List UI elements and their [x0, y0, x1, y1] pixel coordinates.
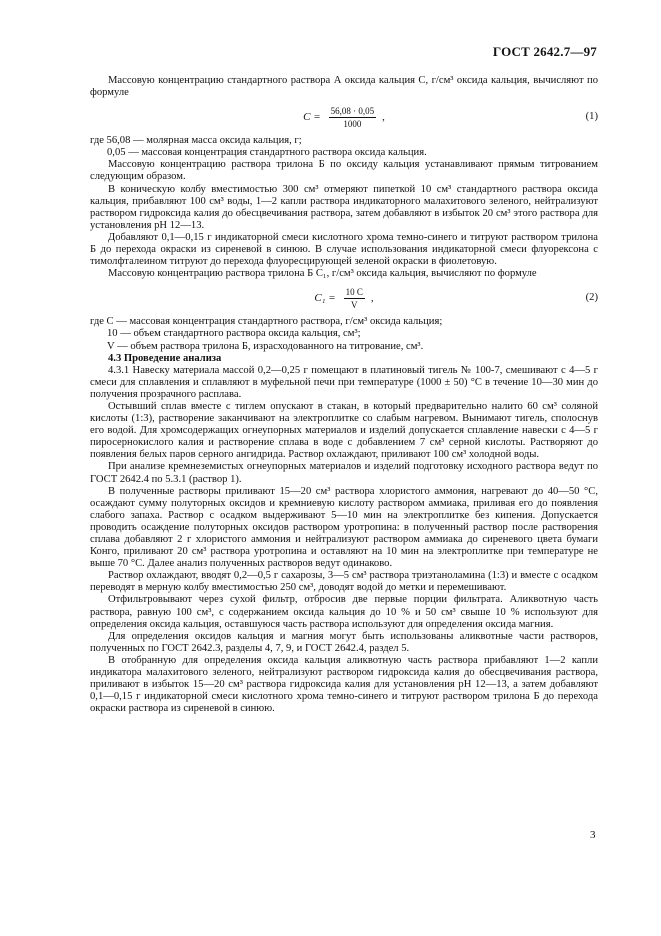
- formula-expression: [303, 106, 385, 129]
- definition-line: где C — массовая концентрация стандартного раствора, г/см³ оксида кальция;: [90, 316, 443, 328]
- formula-fraction: [344, 287, 365, 310]
- formula-lhs: C₁ =: [314, 292, 336, 305]
- page-number: 3: [590, 829, 596, 841]
- paragraph: Массовую концентрацию раствора трилона Б по оксиду кальция устанавливают прямым титрованием следующим образом.: [90, 159, 598, 183]
- formula-number: (1): [585, 111, 598, 123]
- paragraph: Раствор охлаждают, вводят 0,2—0,5 г сахарозы, 3—5 см³ раствора триэтаноламина (1:3) и вместе с осадком переводят в мерную колбу вместимостью 250 см³, доводят водой до метки и перемешивают.: [90, 570, 598, 594]
- section-heading: 4.3 Проведение анализа: [108, 352, 222, 364]
- standard-header: ГОСТ 2642.7—97: [492, 44, 597, 59]
- formula-lhs: C =: [303, 111, 321, 124]
- paragraph: При анализе кремнеземистых огнеупорных материалов и изделий подготовку исходного раствора ведут по ГОСТ 2642.4 по 5.3.1 (раствор 1).: [90, 461, 598, 485]
- paragraph: Для определения оксидов кальция и магния могут быть использованы аликвотные части растворов, полученных по ГОСТ 2642.3, разделы 4, 7, 9, и ГОСТ 2642.4, раздел 5.: [90, 630, 598, 654]
- definition-line: где 56,08 — молярная масса оксида кальция, г;: [90, 135, 302, 147]
- definition-line: 0,05 — массовая концентрация стандартного раствора оксида кальция.: [107, 147, 427, 159]
- paragraph: Остывший сплав вместе с тиглем опускают в стакан, в который предварительно налито 60 см³ соляной кислоты (1:3), растворение заканчивают на электроплитке со слабым нагревом. Вынимают тигель, сполоснув его водой. Для хромсодержащих огнеупорных материалов и изделий допускается сплавление навески с 4—5 г пиросернокислого калия и растворение сплава в воде с добавлением 7 см³ серной кислоты. Растворяют до появления белых паров серного ангидрида. Раствор охлаждают, приливают 100 см³ холодной воды.: [90, 400, 598, 461]
- formula-number: (2): [585, 292, 598, 304]
- formula-numerator: 10 C: [345, 286, 363, 297]
- formula-fraction: [329, 106, 377, 129]
- paragraph: Добавляют 0,1—0,15 г индикаторной смеси кислотного хрома темно-синего и титруют раствором трилона Б до перехода окраски из сиреневой в синюю. В случае использования индикаторной смеси флуорексона с тимолфталеином титруют до перехода флуоресцирующей зеленой окраски в фиолетовую.: [90, 231, 598, 268]
- paragraph: 4.3.1 Навеску материала массой 0,2—0,25 г помещают в платиновый тигель № 100-7, смешивают с 4—5 г смеси для сплавления и сплавляют в муфельной печи при температуре (1000 ± 50) °С в течение 10—30 мин до получения прозрачного расплава.: [90, 364, 598, 400]
- paragraph: Отфильтровывают через сухой фильтр, отбросив две первые порции фильтрата. Аликвотную часть раствора, равную 100 см³, с содержанием оксида кальция до 10 % и 50 см³ свыше 10 % используют для определения оксида кальция, оставшуюся часть раствора используют для определения оксида магния.: [90, 594, 598, 630]
- formula-expression: [314, 287, 373, 310]
- formula-tail: ,: [382, 111, 385, 124]
- formula-tail: ,: [370, 292, 374, 305]
- formula-numerator: 56,08 · 0,05: [330, 105, 375, 116]
- paragraph: В коническую колбу вместимостью 300 см³ отмеряют пипеткой 10 см³ стандартного раствора оксида кальция, прибавляют 100 см³ воды, 1—2 капли раствора индикаторного малахитового зеленого, нейтрализуют раствором гидроксида калия до обесцвечивания раствора, затем добавляют в избыток 20 см³ этого раствора для установления pH 12—13.: [90, 183, 598, 231]
- paragraph: Массовую концентрацию раствора трилона Б C₁, г/см³ оксида кальция, вычисляют по формуле: [108, 268, 537, 280]
- definition-line: V — объем раствора трилона Б, израсходованного на титрование, см³.: [107, 340, 424, 352]
- paragraph: В полученные растворы приливают 15—20 см³ раствора хлористого аммония, нагревают до 40—50 °С, осаждают сумму полуторных оксидов и кремниевую кислоту раствором аммиака, приливая его до появления слабого запаха. Раствор с осадком выдерживают 5—10 мин на электроплитке без кипения. Допускается проводить осаждение полуторных оксидов раствором уротропина: в полученный раствор после растворения сплава добавляют 2 г хлористого аммония и нейтрализуют раствором аммиака до сиреневого цвета бумаги Конго, приливают 20 см³ раствора уротропина и оставляют на 10 мин на электроплитке при температуре не выше 70 °С. Далее анализ полученных растворов ведут одинаково.: [90, 485, 598, 570]
- paragraph: Массовую концентрацию стандартного раствора А оксида кальция C, г/см³ оксида кальция, вычисляют по формуле: [90, 75, 598, 99]
- document-body: [90, 75, 598, 715]
- formula-denominator: 1000: [343, 118, 362, 129]
- formula-2: [90, 280, 598, 316]
- definition-line: 10 — объем стандартного раствора оксида кальция, см³;: [107, 328, 361, 340]
- paragraph: В отобранную для определения оксида кальция аликвотную часть раствора прибавляют 1—2 капли индикатора малахитового зеленого, нейтрализуют раствором гидроксида калия до обесцвечивания раствора, приливают в избыток 15—20 см³ раствора гидроксида калия для установления pH 12—13, а затем добавляют 0,1—0,15 г индикаторной смеси кислотного хрома темно-синего и титруют раствором трилона Б до перехода окраски раствора из сиреневой в синюю.: [90, 654, 598, 715]
- formula-1: [90, 99, 598, 135]
- formula-denominator: V: [351, 299, 358, 310]
